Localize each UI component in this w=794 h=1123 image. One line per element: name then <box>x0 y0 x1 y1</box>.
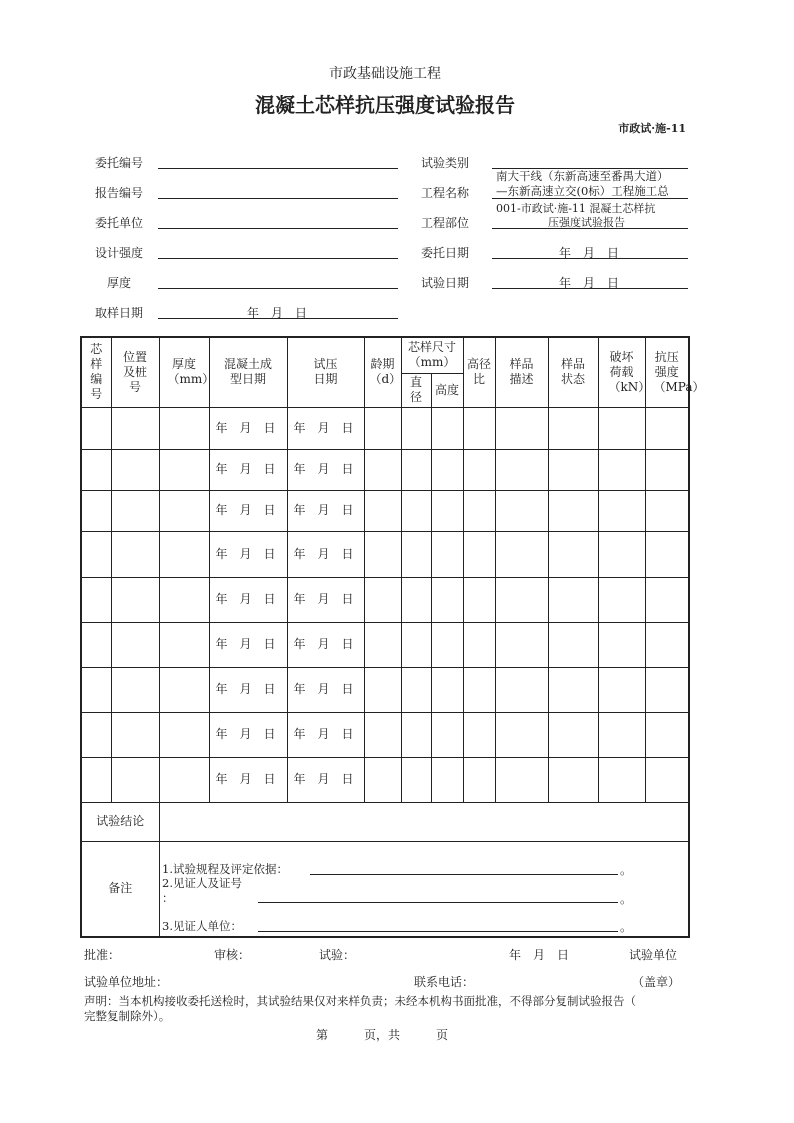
table-cell[interactable] <box>495 490 548 531</box>
header-core-size: 芯样尺寸（mm） <box>401 337 463 373</box>
remarks-line1: 1.试验规程及评定依据： <box>162 862 288 876</box>
remarks-label: 备注 <box>81 841 159 937</box>
table-cell[interactable] <box>548 449 598 490</box>
table-cell[interactable] <box>81 757 111 802</box>
table-cell[interactable] <box>598 449 645 490</box>
review-label: 审核： <box>214 948 251 962</box>
table-cell[interactable] <box>463 622 495 667</box>
test-date-cell[interactable]: 年 月 日 <box>287 490 364 531</box>
table-cell[interactable] <box>431 407 463 449</box>
table-cell[interactable] <box>598 531 645 577</box>
table-cell[interactable] <box>159 712 209 757</box>
table-cell[interactable] <box>463 712 495 757</box>
table-cell[interactable] <box>364 490 401 531</box>
statement-line2: 完整复制除外）。 <box>84 1009 171 1023</box>
thickness-field[interactable] <box>158 288 398 289</box>
forming-date-cell[interactable]: 年 月 日 <box>209 622 287 667</box>
header-row <box>81 337 689 373</box>
seal-label: （盖章） <box>632 975 681 989</box>
remarks-line1-field[interactable] <box>310 874 618 875</box>
table-cell[interactable] <box>548 712 598 757</box>
sampling-date-value[interactable]: 年 月 日 <box>247 306 308 320</box>
table-cell[interactable] <box>463 531 495 577</box>
table-cell[interactable] <box>645 490 689 531</box>
table-cell[interactable] <box>401 490 431 531</box>
table-cell[interactable] <box>598 407 645 449</box>
table-cell[interactable] <box>548 407 598 449</box>
project-name-field[interactable] <box>492 198 688 199</box>
table-cell[interactable] <box>111 577 159 622</box>
forming-date-cell[interactable]: 年 月 日 <box>209 490 287 531</box>
header-ratio: 高径比 <box>463 337 495 407</box>
table-cell[interactable] <box>111 531 159 577</box>
report-no-label: 报告编号 <box>95 186 144 200</box>
table-cell[interactable] <box>401 407 431 449</box>
table-row <box>81 407 689 449</box>
project-part-label: 工程部位 <box>421 216 470 230</box>
test-date-value[interactable]: 年 月 日 <box>559 276 620 290</box>
table-cell[interactable] <box>111 622 159 667</box>
conclusion-label: 试验结论 <box>81 802 159 841</box>
table-cell[interactable] <box>495 667 548 712</box>
table-cell[interactable] <box>81 490 111 531</box>
table-cell[interactable] <box>111 407 159 449</box>
table-cell[interactable] <box>81 531 111 577</box>
remarks-line3-field[interactable] <box>258 931 618 932</box>
entrust-date-value[interactable]: 年 月 日 <box>559 246 620 260</box>
entrust-no-label: 委托编号 <box>95 156 144 170</box>
table-cell[interactable] <box>81 449 111 490</box>
forming-date-cell[interactable]: 年 月 日 <box>209 712 287 757</box>
test-date-cell[interactable]: 年 月 日 <box>287 712 364 757</box>
page-title: 混凝土芯样抗压强度试验报告 <box>255 93 515 117</box>
table-cell[interactable] <box>431 577 463 622</box>
approve-label: 批准： <box>84 948 121 962</box>
data-rows <box>81 407 689 802</box>
table-cell[interactable] <box>364 449 401 490</box>
conclusion-row <box>81 802 689 841</box>
test-date-cell[interactable]: 年 月 日 <box>287 622 364 667</box>
table-cell[interactable] <box>431 757 463 802</box>
table-cell[interactable] <box>495 531 548 577</box>
header-state: 样品状态 <box>548 337 598 407</box>
header-desc: 样品描述 <box>495 337 548 407</box>
table-cell[interactable] <box>495 449 548 490</box>
table-cell[interactable] <box>111 667 159 712</box>
entrust-unit-label: 委托单位 <box>95 216 144 230</box>
thickness-label: 厚度 <box>107 276 132 290</box>
table-cell[interactable] <box>645 531 689 577</box>
sampling-date-field[interactable] <box>158 318 398 319</box>
header-position: 位置及桩号 <box>111 337 159 407</box>
table-row <box>81 490 689 531</box>
test-date-label: 试验日期 <box>421 276 470 290</box>
design-strength-field[interactable] <box>158 258 398 259</box>
table-cell[interactable] <box>548 622 598 667</box>
table-cell[interactable] <box>81 712 111 757</box>
table-cell[interactable] <box>364 407 401 449</box>
table-row <box>81 757 689 802</box>
table-cell[interactable] <box>645 622 689 667</box>
table-cell[interactable] <box>463 757 495 802</box>
table-cell[interactable] <box>645 449 689 490</box>
test-type-label: 试验类别 <box>421 156 470 170</box>
project-name-line1: 南大干线（东新高速至番禺大道） <box>496 169 669 183</box>
design-strength-label: 设计强度 <box>95 246 144 260</box>
table-cell[interactable] <box>111 712 159 757</box>
table-cell[interactable] <box>548 757 598 802</box>
table-cell[interactable] <box>159 577 209 622</box>
table-cell[interactable] <box>598 622 645 667</box>
table-cell[interactable] <box>463 490 495 531</box>
test-date-field[interactable] <box>492 288 688 289</box>
test-date-cell[interactable]: 年 月 日 <box>287 757 364 802</box>
entrust-no-field[interactable] <box>158 168 398 169</box>
table-cell[interactable] <box>159 490 209 531</box>
table-cell[interactable] <box>401 757 431 802</box>
table-cell[interactable] <box>159 667 209 712</box>
remarks-line3-end: 。 <box>620 920 633 934</box>
entrust-date-field[interactable] <box>492 258 688 259</box>
table-cell[interactable] <box>401 622 431 667</box>
table-cell[interactable] <box>598 712 645 757</box>
project-name-label: 工程名称 <box>421 186 470 200</box>
table-cell[interactable] <box>495 622 548 667</box>
header-age: 龄期（d） <box>364 337 401 407</box>
table-cell[interactable] <box>548 667 598 712</box>
test-date-cell[interactable]: 年 月 日 <box>287 407 364 449</box>
results-table <box>80 336 705 938</box>
forming-date-cell[interactable]: 年 月 日 <box>209 531 287 577</box>
table-cell[interactable] <box>431 531 463 577</box>
test-unit-label: 试验单位 <box>629 948 678 962</box>
table-cell[interactable] <box>364 712 401 757</box>
table-cell[interactable] <box>431 712 463 757</box>
table-cell[interactable] <box>645 757 689 802</box>
table-cell[interactable] <box>463 407 495 449</box>
table-cell[interactable] <box>111 757 159 802</box>
table-cell[interactable] <box>364 577 401 622</box>
table-cell[interactable] <box>645 407 689 449</box>
remarks-line2-end: 。 <box>620 892 633 906</box>
address-label: 试验单位地址： <box>84 975 169 989</box>
header-diameter: 直径 <box>401 373 431 407</box>
table-cell[interactable] <box>645 577 689 622</box>
table-cell[interactable] <box>81 577 111 622</box>
header-test-date: 试压日期 <box>287 337 364 407</box>
table-cell[interactable] <box>463 449 495 490</box>
table-cell[interactable] <box>111 490 159 531</box>
remarks-line2b: ： <box>162 891 174 905</box>
table-cell[interactable] <box>159 622 209 667</box>
table-cell[interactable] <box>364 757 401 802</box>
table-cell[interactable] <box>401 531 431 577</box>
table-cell[interactable] <box>364 531 401 577</box>
table-cell[interactable] <box>431 490 463 531</box>
forming-date-cell[interactable]: 年 月 日 <box>209 577 287 622</box>
table-row <box>81 712 689 757</box>
remarks-line2-field[interactable] <box>258 902 618 903</box>
footer-date: 年 月 日 <box>509 948 570 962</box>
table-cell[interactable] <box>401 449 431 490</box>
table-cell[interactable] <box>364 622 401 667</box>
table-cell[interactable] <box>111 449 159 490</box>
table-cell[interactable] <box>495 407 548 449</box>
table-cell[interactable] <box>81 407 111 449</box>
table-cell[interactable] <box>645 667 689 712</box>
table-cell[interactable] <box>431 667 463 712</box>
entrust-date-label: 委托日期 <box>421 246 470 260</box>
table-cell[interactable] <box>598 757 645 802</box>
table-cell[interactable] <box>548 531 598 577</box>
table-row <box>81 667 689 712</box>
table-cell[interactable] <box>645 712 689 757</box>
table-cell[interactable] <box>159 449 209 490</box>
sampling-date-label: 取样日期 <box>95 306 144 320</box>
table-row <box>81 622 689 667</box>
table-cell[interactable] <box>598 577 645 622</box>
project-name-line2: —东新高速立交(0标）工程施工总 <box>496 184 669 198</box>
remarks-line1-end: 。 <box>620 863 633 877</box>
table-cell[interactable] <box>495 757 548 802</box>
table-row <box>81 577 689 622</box>
table-cell[interactable] <box>495 577 548 622</box>
test-date-cell[interactable]: 年 月 日 <box>287 577 364 622</box>
table-cell[interactable] <box>81 667 111 712</box>
table-row <box>81 531 689 577</box>
table-cell[interactable] <box>401 577 431 622</box>
report-no-field[interactable] <box>158 198 398 199</box>
project-part-line2: 压强度试验报告 <box>548 216 625 229</box>
table-cell[interactable] <box>463 667 495 712</box>
forming-date-cell[interactable]: 年 月 日 <box>209 757 287 802</box>
forming-date-cell[interactable]: 年 月 日 <box>209 667 287 712</box>
table-cell[interactable] <box>401 712 431 757</box>
test-date-cell[interactable]: 年 月 日 <box>287 531 364 577</box>
table-cell[interactable] <box>431 622 463 667</box>
form-code: 市政试·施-11 <box>618 122 686 135</box>
header-thickness: 厚度（mm） <box>159 337 209 407</box>
header-core-no: 芯样编号 <box>81 337 111 407</box>
conclusion-field[interactable] <box>159 802 689 841</box>
project-part-field[interactable] <box>492 228 688 229</box>
document-subtitle: 市政基础设施工程 <box>329 66 441 82</box>
table-cell[interactable] <box>548 490 598 531</box>
table-row <box>81 449 689 490</box>
table-cell[interactable] <box>548 577 598 622</box>
table-cell[interactable] <box>401 667 431 712</box>
table-cell[interactable] <box>81 622 111 667</box>
test-label: 试验： <box>319 948 356 962</box>
header-forming-date: 混凝土成型日期 <box>209 337 287 407</box>
table-cell[interactable] <box>598 490 645 531</box>
table-cell[interactable] <box>463 577 495 622</box>
phone-label: 联系电话： <box>414 975 475 989</box>
header-strength: 抗压强度（MPa） <box>645 337 689 407</box>
page-number: 第 页，共 页 <box>316 1028 449 1042</box>
table-cell[interactable] <box>159 531 209 577</box>
test-date-cell[interactable]: 年 月 日 <box>287 449 364 490</box>
table-cell[interactable] <box>159 757 209 802</box>
table-cell[interactable] <box>431 449 463 490</box>
table-cell[interactable] <box>598 667 645 712</box>
project-part-line1: 001-市政试·施-11 混凝土芯样抗 <box>496 202 656 215</box>
header-height: 高度 <box>431 373 463 407</box>
entrust-unit-field[interactable] <box>158 228 398 229</box>
test-date-cell[interactable]: 年 月 日 <box>287 667 364 712</box>
header-load: 破坏荷载（kN） <box>598 337 645 407</box>
remarks-line2a: 2.见证人及证号 <box>162 876 242 890</box>
forming-date-cell[interactable]: 年 月 日 <box>209 449 287 490</box>
table-cell[interactable] <box>159 407 209 449</box>
statement-line1: 声明：当本机构接收委托送检时，其试验结果仅对来样负责；未经本机构书面批准，不得部分复制试验报告（ <box>84 994 636 1008</box>
remarks-line3: 3.见证人单位： <box>162 919 242 933</box>
forming-date-cell[interactable]: 年 月 日 <box>209 407 287 449</box>
table-cell[interactable] <box>495 712 548 757</box>
table-cell[interactable] <box>364 667 401 712</box>
